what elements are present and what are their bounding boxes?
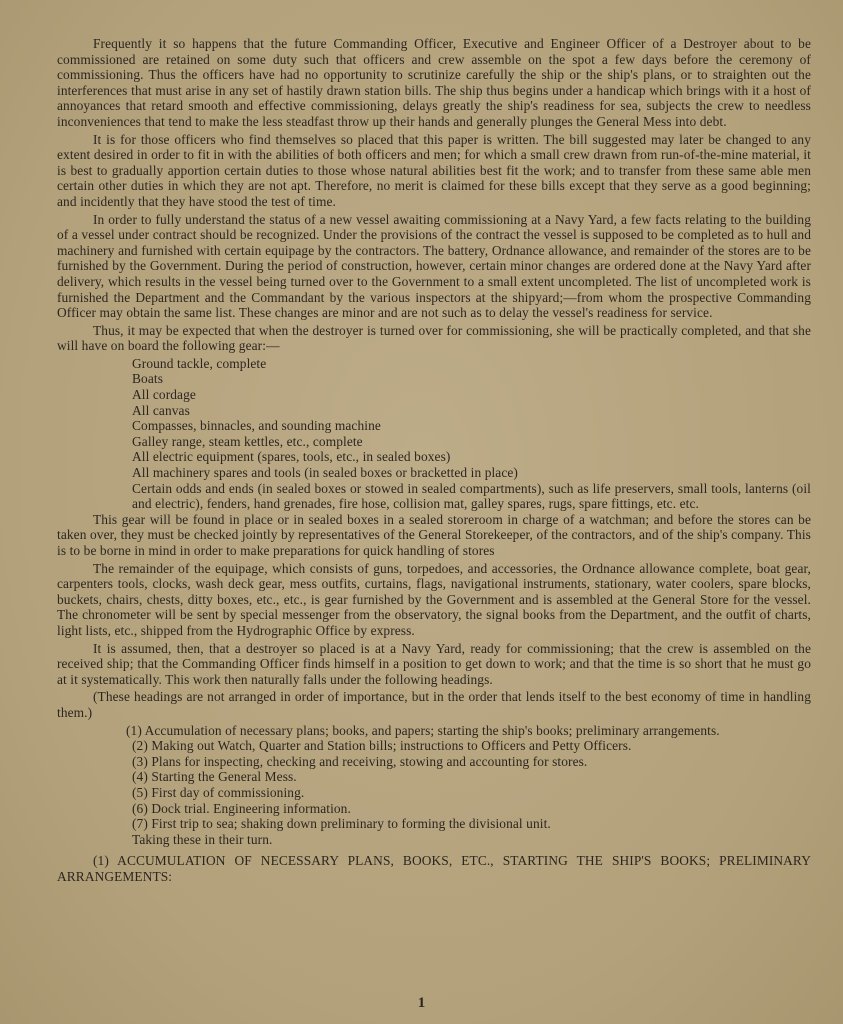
section-heading: (1) ACCUMULATION OF NECESSARY PLANS, BOOKS, ETC., STARTING THE SHIP'S BOOKS; PRELIMINARY ARRANGEMENTS: xyxy=(57,853,811,884)
list-item: All canvas xyxy=(132,402,190,418)
paragraph: It is assumed, then, that a destroyer so placed is at a Navy Yard, ready for commissioning; that the crew is assembled on the received ship; that the Commanding Officer finds himself in a position to get down to work; and that the time is so short that he must go at it systematically. This work then naturally falls under the following headings. xyxy=(57,640,811,687)
heading-item: (5) First day of commissioning. xyxy=(132,784,305,800)
list-item: Galley range, steam kettles, etc., complete xyxy=(132,433,363,449)
paragraph: This gear will be found in place or in sealed boxes in a sealed storeroom in charge of a watchman; and before the stores can be taken over, they must be checked jointly by representatives of the General Storekeeper, of the contractors, and of the ship's company. This is to be borne in mind in order to make preparations for quick handling of stores xyxy=(57,511,811,558)
paragraph: Frequently it so happens that the future Commanding Officer, Executive and Engineer Officer of a Destroyer about to be commissioned are retained on some duty such that officers and crew assemble on the spot a few days before the ceremony of commissioning. Thus the officers have had no opportunity to scrutinize carefully the ship or the ship's plans, or to straighten out the interferences that must arise in any set of hastily drawn station bills. The ship thus begins under a handicap which brings with it a host of annoyances that retard smooth and effective commissioning, delays greatly the ship's readiness for sea, subjects the crew to needless inconveniences that tend to make the less steadfast throw up their hands and generally plunges the General Mess into debt. xyxy=(57,36,811,129)
heading-item: Taking these in their turn. xyxy=(132,831,273,847)
list-item: Boats xyxy=(132,371,164,387)
heading-item: (7) First trip to sea; shaking down preliminary to forming the divisional unit. xyxy=(132,816,551,832)
list-item: All cordage xyxy=(132,387,196,403)
heading-item: (1) Accumulation of necessary plans; books, and papers; starting the ship's books; preliminary arrangements. xyxy=(126,722,720,738)
paragraph: Thus, it may be expected that when the destroyer is turned over for commissioning, she will be practically completed, and that she will have on board the following gear:— xyxy=(57,322,811,354)
list-item: All electric equipment (spares, tools, etc., in sealed boxes) xyxy=(132,449,451,465)
paragraph: It is for those officers who find themselves so placed that this paper is written. The bill suggested may later be changed to any extent desired in order to fit in with the abilities of both officers and men; for which a small crew drawn from run-of-the-mine material, it is best to gradually apportion certain duties to those whose natural abilities best fit the work; and to transfer from these same able men certain other duties in which they are not apt. Therefore, no merit is claimed for these bills except that they serve as a good beginning; and incidently that they have stood the test of time. xyxy=(57,131,811,209)
heading-item: (2) Making out Watch, Quarter and Station bills; instructions to Officers and Petty Officers. xyxy=(132,738,632,754)
headings-list xyxy=(57,723,811,848)
list-item: Ground tackle, complete xyxy=(132,355,267,371)
paragraph: In order to fully understand the status of a new vessel awaiting commissioning at a Navy Yard, a few facts relating to the building of a vessel under contract should be recognized. Under the provisions of the contract the vessel is supposed to be completed as to hull and machinery and furnished with certain equipage by the contractors. The battery, Ordnance allowance, and remainder of the stores are to be furnished by the Government. During the period of construction, however, certain minor changes are ordered done at the Navy Yard after delivery, which results in the vessel being turned over to the Government to a small extent uncompleted. The list of uncompleted work is furnished the Department and the Commandant by the various inspectors at the shipyard;—from whom the prospective Commanding Officer may obtain the same list. These changes are minor and are not such as to delay the vessel's readiness for service. xyxy=(57,211,811,321)
heading-item: (3) Plans for inspecting, checking and receiving, stowing and accounting for stores. xyxy=(132,753,588,769)
paragraph: (These headings are not arranged in order of importance, but in the order that lends itself to the best economy of time in handling them.) xyxy=(57,689,811,720)
gear-list xyxy=(57,356,811,512)
list-item: Certain odds and ends (in sealed boxes or stowed in sealed compartments), such as life preservers, small tools, lanterns (oil and electric), fenders, hand grenades, fire hose, collision mat, galley spares, rugs, spare fittings, etc. etc. xyxy=(132,480,811,512)
paragraph: The remainder of the equipage, which consists of guns, torpedoes, and accessories, the Ordnance allowance complete, boat gear, carpenters tools, clocks, wash deck gear, mess outfits, curtains, flags, navigational instruments, stationary, water coolers, spare blocks, buckets, chairs, chests, ditty boxes, etc., etc., is gear furnished by the Government and is assembled at the General Store for the vessel. The chronometer will be sent by special messenger from the observatory, the signal books from the Department, and the outfit of charts, light lists, etc., shipped from the Hydrographic Office by express. xyxy=(57,560,811,638)
heading-item: (6) Dock trial. Engineering information. xyxy=(132,800,351,816)
heading-item: (4) Starting the General Mess. xyxy=(132,769,297,785)
page-number: 1 xyxy=(417,995,426,1011)
document-page xyxy=(57,36,811,886)
list-item: All machinery spares and tools (in sealed boxes or bracketted in place) xyxy=(132,465,518,481)
list-item: Compasses, binnacles, and sounding machine xyxy=(132,418,381,434)
